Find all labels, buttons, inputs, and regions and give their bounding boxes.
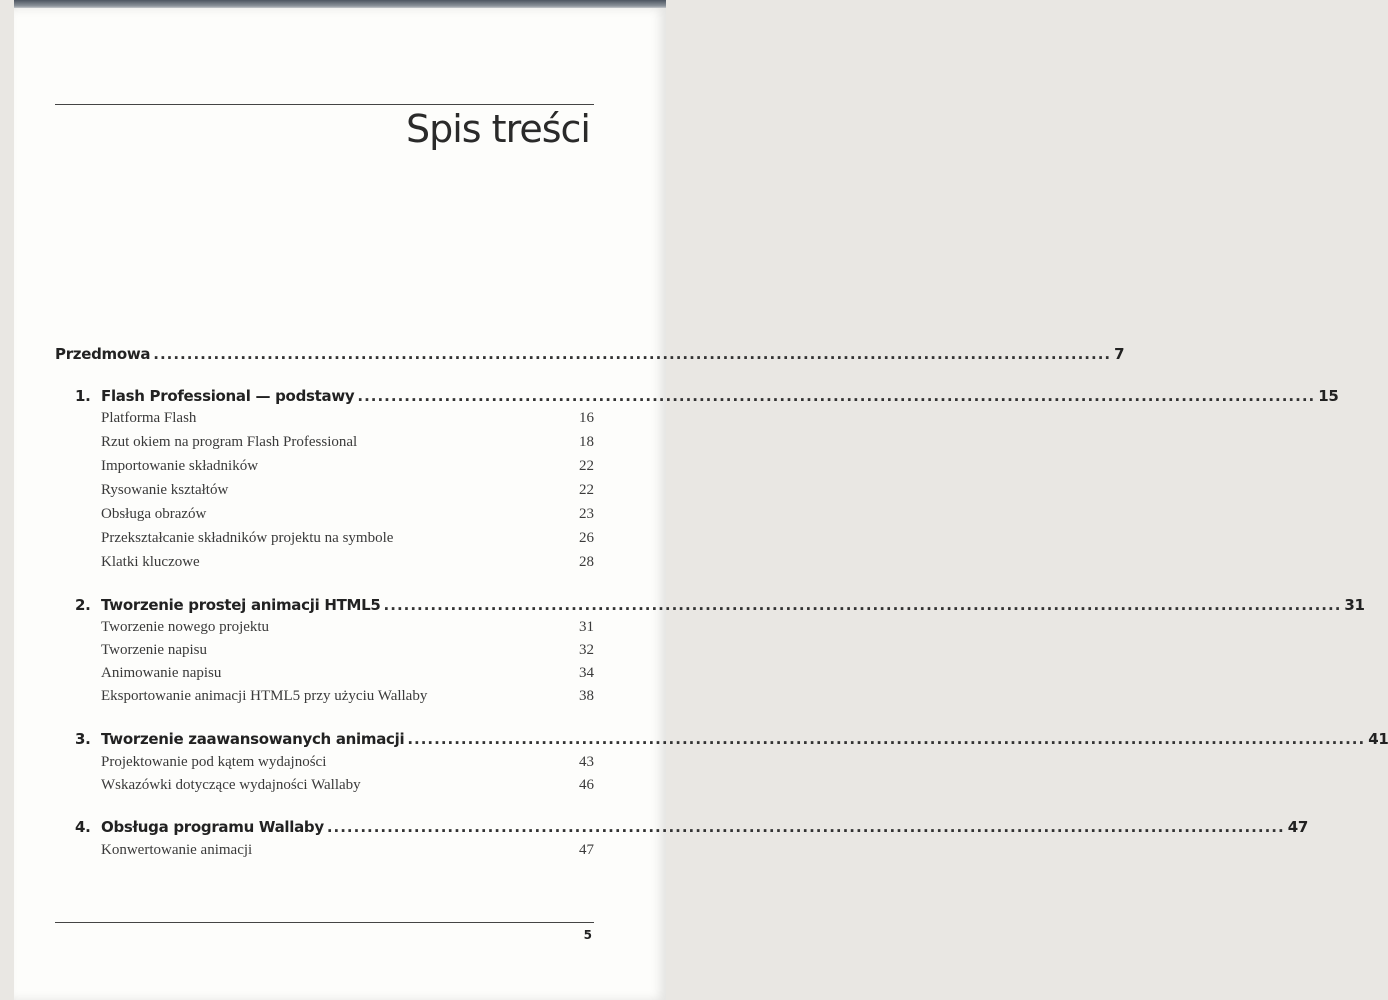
toc-preface-page: 7 <box>1114 345 1125 363</box>
section-title: Wskazówki dotyczące wydajności Wallaby <box>101 777 361 793</box>
chapter-page: 47 <box>1287 818 1308 836</box>
chapter-title: Flash Professional — podstawy <box>101 387 355 405</box>
chapter-page: 31 <box>1344 596 1365 614</box>
section-title: Projektowanie pod kątem wydajności <box>101 754 327 770</box>
chapter-number: 3. <box>75 730 91 748</box>
section-title: Konwertowanie animacji <box>101 842 253 858</box>
toc-chapter-3 <box>55 730 1388 748</box>
section-page: 31 <box>579 619 594 635</box>
section-title: Importowanie składników <box>101 458 259 474</box>
toc-leader: ............................................................................................................................................... <box>153 345 1112 363</box>
section-page: 38 <box>579 688 594 704</box>
section-page: 34 <box>579 665 594 681</box>
section-page: 18 <box>579 434 594 450</box>
section-page: 22 <box>579 458 594 474</box>
chapter-title: Tworzenie prostej animacji HTML5 <box>101 596 381 614</box>
page-number: 5 <box>583 928 592 942</box>
chapter-title: Obsługa programu Wallaby <box>101 818 324 836</box>
section-title: Tworzenie napisu <box>101 642 207 658</box>
chapter-title: Tworzenie zaawansowanych animacji <box>101 730 405 748</box>
section-title: Eksportowanie animacji HTML5 przy użyciu Wallaby <box>101 688 428 704</box>
toc-leader: ............................................................................................................................................... <box>326 818 1285 836</box>
toc-chapter-1 <box>55 387 1339 405</box>
toc-preface-label: Przedmowa <box>55 345 151 363</box>
section-page: 28 <box>579 554 594 570</box>
section-title: Przekształcanie składników projektu na symbole <box>101 530 394 546</box>
section-title: Platforma Flash <box>101 410 197 426</box>
section-title: Rysowanie kształtów <box>101 482 229 498</box>
section-title: Animowanie napisu <box>101 665 222 681</box>
chapter-page: 41 <box>1368 730 1388 748</box>
section-page: 43 <box>579 754 594 770</box>
section-page: 26 <box>579 530 594 546</box>
toc-leader: ............................................................................................................................................... <box>407 730 1366 748</box>
chapter-number: 2. <box>75 596 91 614</box>
toc-leader: ............................................................................................................................................... <box>357 387 1316 405</box>
chapter-number: 1. <box>75 387 91 405</box>
section-title: Rzut okiem na program Flash Professional <box>101 434 358 450</box>
section-page: 46 <box>579 777 594 793</box>
chapter-number: 4. <box>75 818 91 836</box>
toc-preface <box>55 345 1125 363</box>
toc-chapter-4 <box>55 818 1308 836</box>
section-title: Tworzenie nowego projektu <box>101 619 270 635</box>
section-page: 23 <box>579 506 594 522</box>
page-title: Spis treści <box>406 107 590 151</box>
bottom-rule <box>55 922 594 923</box>
toc-chapter-2 <box>55 596 1365 614</box>
section-page: 16 <box>579 410 594 426</box>
top-rule <box>55 104 594 105</box>
section-title: Klatki kluczowe <box>101 554 200 570</box>
toc-leader: ............................................................................................................................................... <box>383 596 1342 614</box>
section-title: Obsługa obrazów <box>101 506 207 522</box>
section-page: 47 <box>579 842 594 858</box>
section-page: 32 <box>579 642 594 658</box>
section-page: 22 <box>579 482 594 498</box>
chapter-page: 15 <box>1318 387 1339 405</box>
